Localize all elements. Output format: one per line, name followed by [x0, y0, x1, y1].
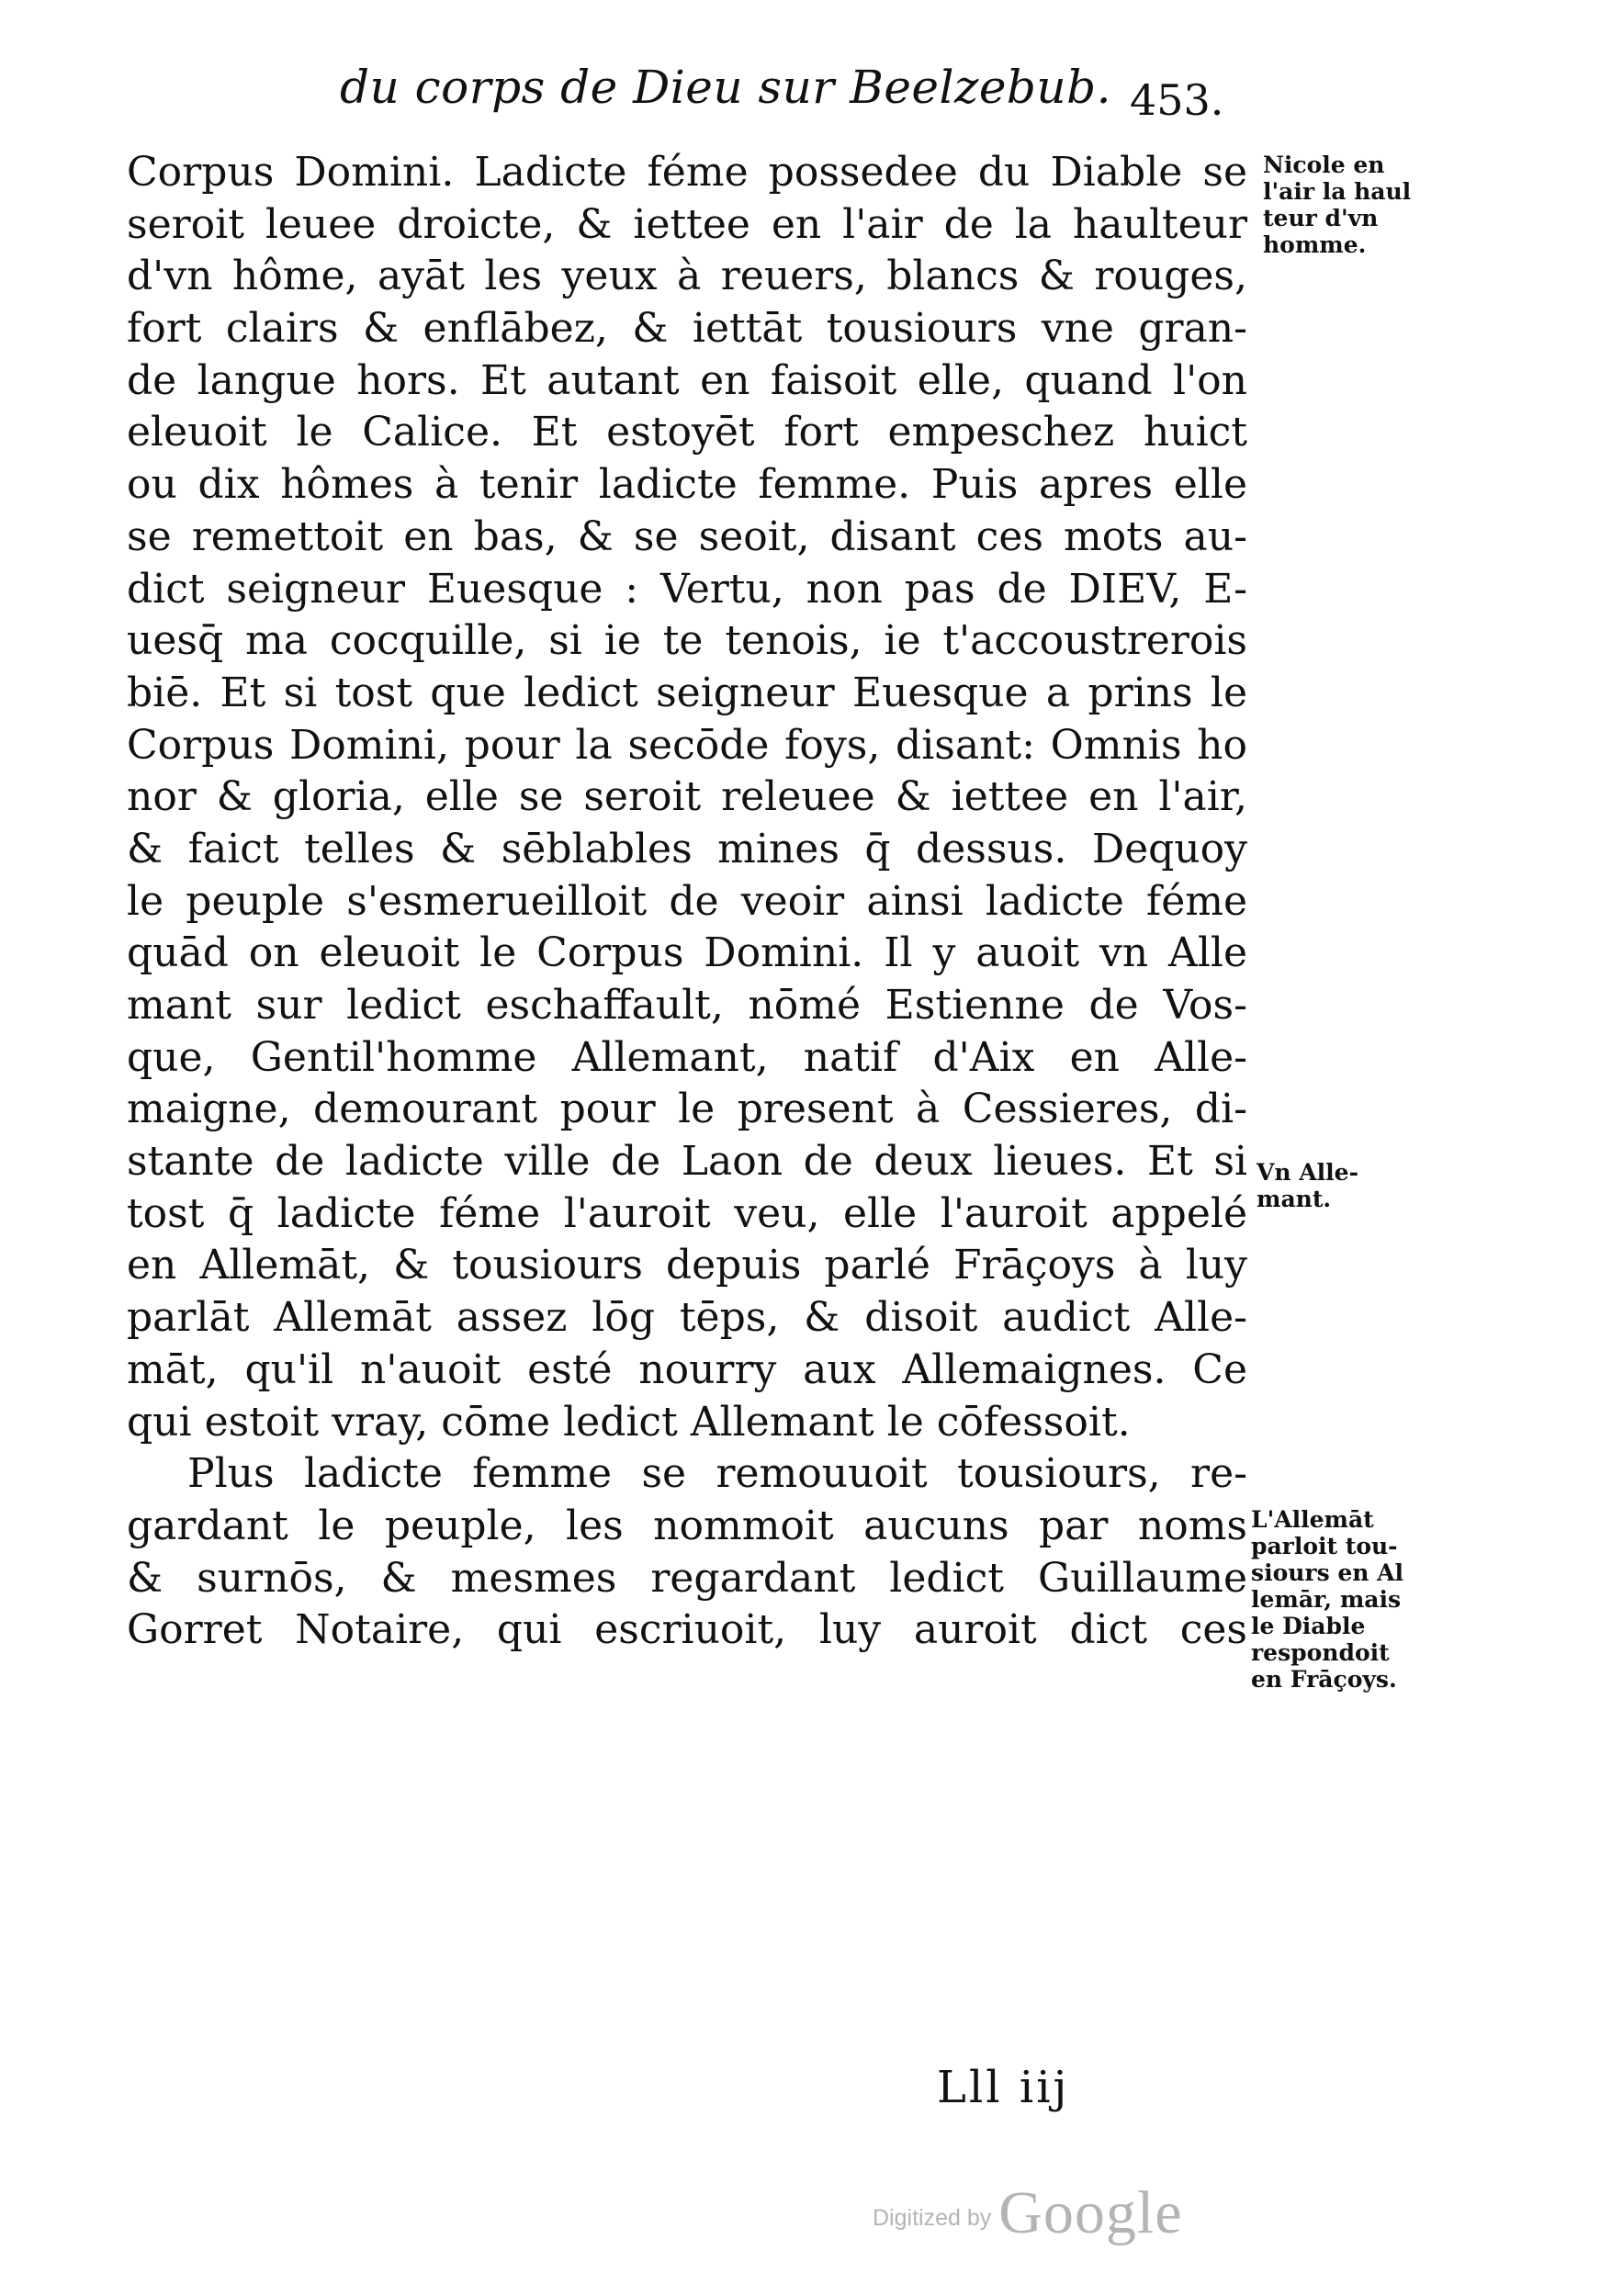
text-line: Corpus Domini. Ladicte féme possedee du Diable se	[127, 149, 1247, 196]
text-line: fort clairs & enflābez, & iettāt tousiours vne gran-	[127, 305, 1247, 353]
digitized-watermark	[873, 2178, 1183, 2248]
text-line: & faict telles & sēblables mines q̄ dessus. Dequoy	[127, 825, 1247, 872]
watermark-prefix: Digitized by	[873, 2205, 992, 2231]
text-line: nor & gloria, elle se seroit releuee & iettee en l'air,	[127, 773, 1247, 821]
text-line: d'vn hôme, ayāt les yeux à reuers, blancs & rouges,	[127, 253, 1247, 300]
text-line: seroit leuee droicte, & iettee en l'air de la haulteur	[127, 200, 1247, 248]
margin-note-nicole: Nicole en l'air la haul teur d'vn homme.	[1263, 152, 1412, 258]
running-head: du corps de Dieu sur Beelzebub.	[340, 61, 1112, 114]
text-line: eleuoit le Calice. Et estoyēt fort empeschez huict	[127, 409, 1247, 456]
text-line: tost q̄ ladicte féme l'auroit veu, elle l'auroit appelé	[127, 1189, 1247, 1237]
text-line: que, Gentil'homme Allemant, natif d'Aix en Alle-	[127, 1033, 1247, 1081]
text-line: Corpus Domini, pour la secōde foys, disant: Omnis ho	[127, 721, 1247, 769]
body-text	[127, 147, 1247, 1657]
margin-note-allemant: Vn Alle- mant.	[1257, 1159, 1358, 1212]
text-line: uesq̄ ma cocquille, si ie te tenois, ie t'accoustrerois	[127, 617, 1247, 665]
text-line: Gorret Notaire, qui escriuoit, luy auroit dict ces	[127, 1606, 1247, 1654]
text-line: dict seigneur Euesque : Vertu, non pas de DIEV, E-	[127, 565, 1247, 613]
text-line: & surnōs, & mesmes regardant ledict Guillaume	[127, 1554, 1247, 1602]
signature-mark: Lll iij	[937, 2062, 1070, 2113]
text-line: ou dix hômes à tenir ladicte femme. Puis apres elle	[127, 461, 1247, 509]
text-line: parlāt Allemāt assez lōg tēps, & disoit audict Alle-	[127, 1294, 1247, 1342]
text-line: de langue hors. Et autant en faisoit elle, quand l'on	[127, 356, 1247, 404]
text-line: maigne, demourant pour le present à Cessieres, di-	[127, 1086, 1247, 1133]
text-line: stante de ladicte ville de Laon de deux lieues. Et si	[127, 1138, 1247, 1186]
margin-note-francoys: L'Allemāt parloit tou- siours en Al lemār, mais le Diable respondoit en Frāçoys.	[1251, 1506, 1404, 1693]
text-line: se remettoit en bas, & se seoit, disant ces mots au-	[127, 512, 1247, 560]
text-line: le peuple s'esmerueilloit de veoir ainsi ladicte féme	[127, 877, 1247, 925]
text-line: qui estoit vray, cōme ledict Allemant le cōfessoit.	[127, 1398, 1131, 1446]
text-line: biē. Et si tost que ledict seigneur Euesque a prins le	[127, 669, 1247, 716]
text-line: māt, qu'il n'auoit esté nourry aux Allemaignes. Ce	[127, 1345, 1247, 1393]
text-line: quād on eleuoit le Corpus Domini. Il y auoit vn Alle	[127, 929, 1247, 977]
text-line: en Allemāt, & tousiours depuis parlé Frāçoys à luy	[127, 1242, 1247, 1289]
text-line: mant sur ledict eschaffault, nōmé Estienne de Vos-	[127, 982, 1247, 1029]
watermark-brand: Google	[998, 2179, 1183, 2246]
text-line: gardant le peuple, les nommoit aucuns par noms	[127, 1502, 1247, 1549]
page-number: 453.	[1130, 75, 1224, 125]
text-line: Plus ladicte femme se remouuoit tousiours, re-	[187, 1450, 1247, 1498]
